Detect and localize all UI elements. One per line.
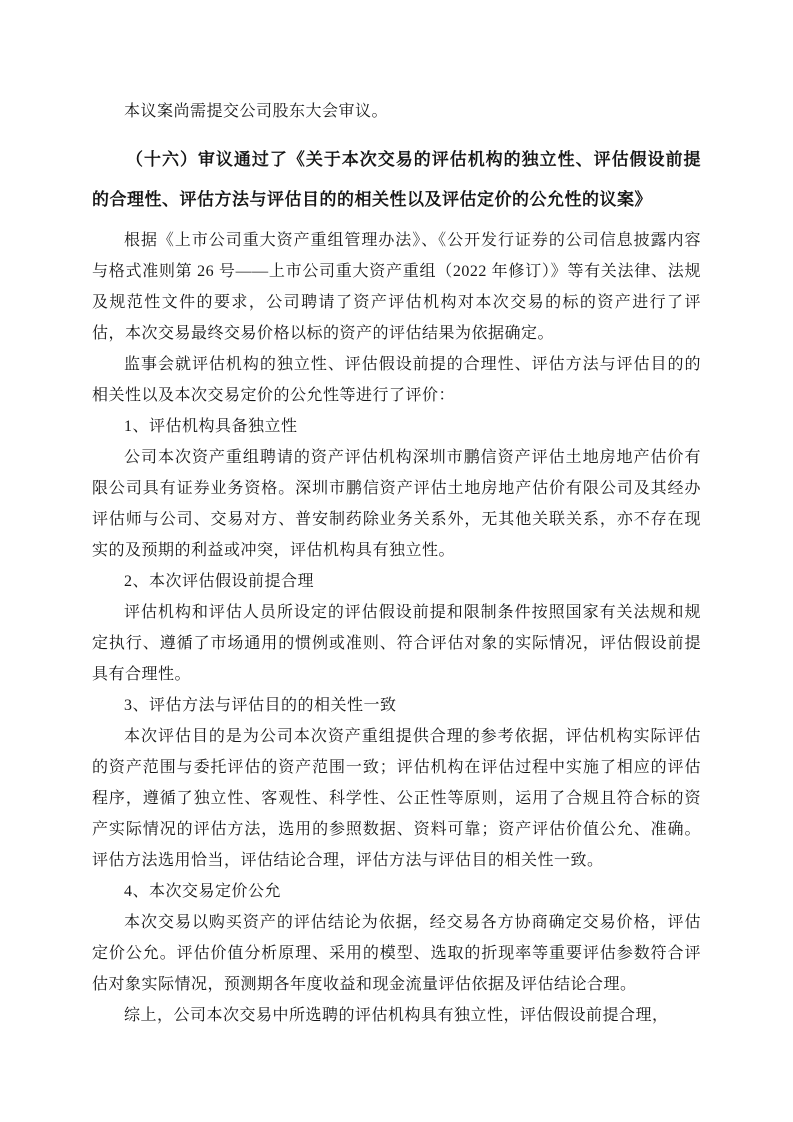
paragraph-methods: 本次评估目的是为公司本次资产重组提供合理的参考依据，评估机构实际评估的资产范围与委托评估的资产范围一致；评估机构在评估过程中实施了相应的评估程序，遵循了独立性、客观性、科学性、公正性等原则，运用了合规且符合标的资产实际情况的评估方法，选用的参照数据、资料可靠；资产评估价值公允、准确。评估方法选用恰当，评估结论合理，评估方法与评估目的相关性一致。 bbox=[92, 728, 701, 869]
section-heading-16: （十六）审议通过了《关于本次交易的评估机构的独立性、评估假设前提的合理性、评估方法与评估目的的相关性以及评估定价的公允性的议案》 bbox=[92, 150, 701, 209]
list-item-2-title: 2、本次评估假设前提合理 bbox=[124, 573, 315, 590]
paragraph-supervisory-review: 监事会就评估机构的独立性、评估假设前提的合理性、评估方法与评估目的的相关性以及本次交易定价的公允性等进行了评价： bbox=[92, 356, 701, 404]
paragraph-independence: 公司本次资产重组聘请的资产评估机构深圳市鹏信资产评估土地房地产估价有限公司具有证券业务资格。深圳市鹏信资产评估土地房地产估价有限公司及其经办评估师与公司、交易对方、普安制药除业务关系外，无其他关联关系，亦不存在现实的及预期的利益或冲突，评估机构具有独立性。 bbox=[92, 449, 701, 559]
list-item-1-title: 1、评估机构具备独立性 bbox=[124, 418, 298, 435]
paragraph-pricing: 本次交易以购买资产的评估结论为依据，经交易各方协商确定交易价格，评估定价公允。评估价值分析原理、采用的模型、选取的折现率等重要评估参数符合评估对象实际情况，预测期各年度收益和现金流量评估依据及评估结论合理。 bbox=[92, 914, 701, 993]
paragraph-basis: 根据《上市公司重大资产重组管理办法》、《公开发行证券的公司信息披露内容与格式准则第 26 号——上市公司重大资产重组（2022 年修订）》等有关法律、法规及规范性文件的要求，公司聘请了资产评估机构对本次交易的标的资产进行了评估，本次交易最终交易价格以标的资产的评估结果为依据确定。 bbox=[92, 232, 701, 342]
list-item-4-title: 4、本次交易定价公允 bbox=[124, 883, 282, 900]
intro-paragraph: 本议案尚需提交公司股东大会审议。 bbox=[124, 103, 389, 120]
paragraph-conclusion: 综上，公司本次交易中所选聘的评估机构具有独立性，评估假设前提合理， bbox=[124, 1007, 669, 1024]
paragraph-assumptions: 评估机构和评估人员所设定的评估假设前提和限制条件按照国家有关法规和规定执行、遵循了市场通用的惯例或准则、符合评估对象的实际情况，评估假设前提具有合理性。 bbox=[92, 604, 701, 683]
list-item-3-title: 3、评估方法与评估目的的相关性一致 bbox=[124, 697, 397, 714]
